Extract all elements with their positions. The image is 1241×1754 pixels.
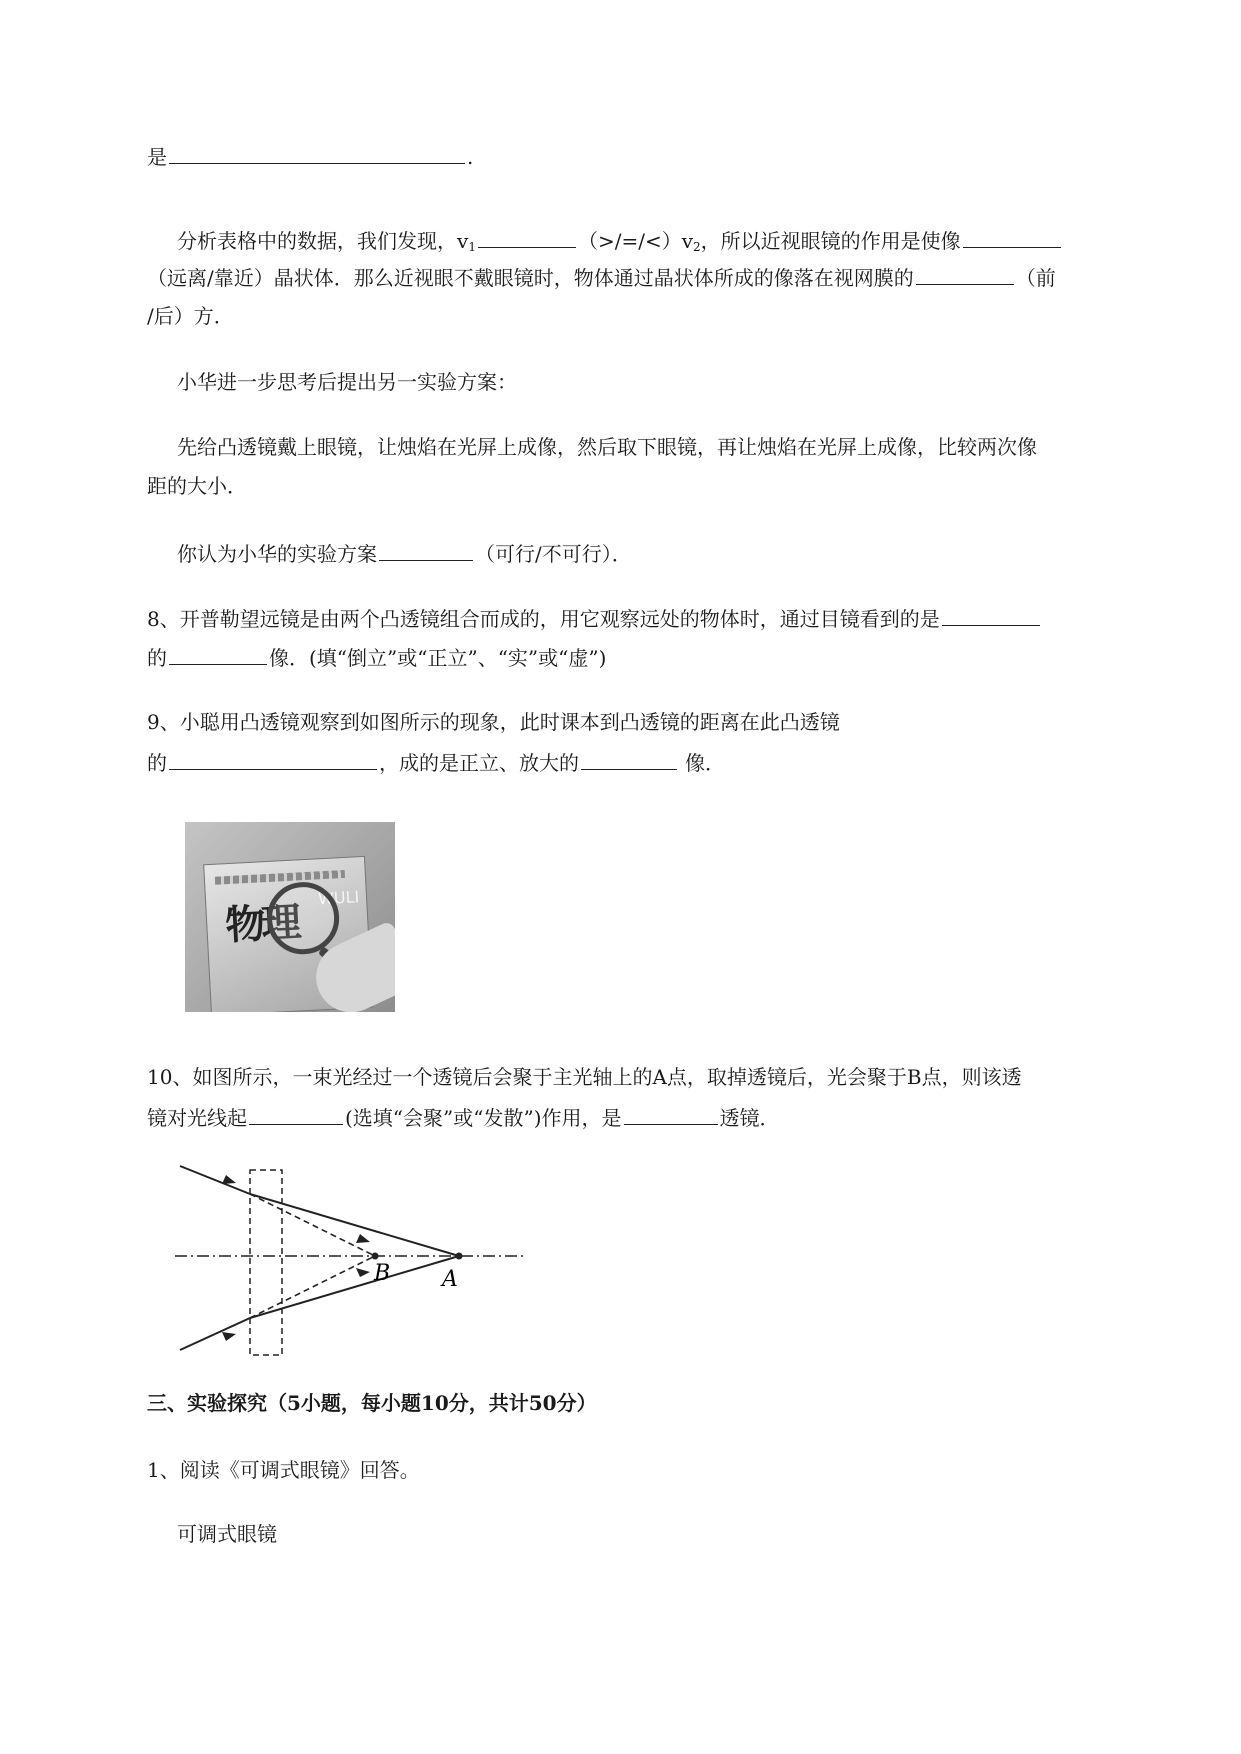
paragraph-line — [177, 368, 517, 396]
answer-blank[interactable] — [249, 1102, 343, 1125]
answer-blank[interactable] — [963, 225, 1061, 248]
text: 可调式眼镜 — [177, 1522, 277, 1546]
answer-blank[interactable] — [478, 225, 576, 248]
answer-blank[interactable] — [916, 262, 1014, 285]
text: (选填“会聚”或“发散”)作用，是 — [345, 1106, 622, 1130]
answer-blank[interactable] — [169, 141, 465, 164]
question-9-line2 — [147, 747, 725, 777]
reading-title — [177, 1520, 277, 1548]
book-subtitle: WULI — [317, 887, 360, 909]
text: 你认为小华的实验方案 — [177, 542, 377, 566]
paragraph-line — [147, 262, 1056, 292]
question-10-line2 — [147, 1102, 780, 1132]
question-9 — [147, 708, 840, 736]
question-8 — [147, 603, 1042, 633]
text: ，所以近视眼镜的作用是使像 — [700, 229, 961, 253]
answer-blank[interactable] — [624, 1102, 718, 1125]
text: 距的大小． — [147, 474, 247, 498]
text: 像． — [685, 751, 725, 775]
incident-ray-bottom — [180, 1318, 250, 1350]
text: 10、如图所示，一束光经过一个透镜后会聚于主光轴上的A点，取掉透镜后，光会聚于B点，则该透 — [147, 1065, 1022, 1089]
book-title: 物理 — [224, 899, 299, 950]
text: . — [467, 145, 474, 169]
text: ，成的是正立、放大的 — [379, 751, 579, 775]
text: 分析表格中的数据，我们发现，v — [177, 229, 469, 253]
text: 是 — [147, 145, 167, 169]
arrow-icon — [356, 1268, 370, 1277]
text: （可行/不可行）． — [475, 542, 632, 566]
refracted-ray-bottom — [250, 1256, 459, 1318]
section-title: 三、实验探究（5小题，每小题10分，共计50分） — [147, 1391, 597, 1415]
subscript: 2 — [693, 240, 701, 254]
incident-ray-top — [180, 1166, 250, 1194]
answer-blank[interactable] — [169, 747, 377, 770]
arrow-icon — [222, 1175, 236, 1184]
subscript: 1 — [468, 240, 476, 254]
answer-blank[interactable] — [169, 642, 267, 665]
experiment-question-1 — [147, 1456, 420, 1484]
text: （>/=/<）v — [577, 229, 694, 253]
answer-blank[interactable] — [379, 538, 473, 561]
text: 镜对光线起 — [147, 1106, 247, 1130]
paragraph-line — [147, 302, 234, 330]
text: 先给凸透镜戴上眼镜，让烛焰在光屏上成像，然后取下眼镜，再让烛焰在光屏上成像，比较两次像 — [177, 435, 1037, 459]
lens-ray-diagram — [170, 1160, 530, 1365]
text: 透镜． — [719, 1106, 780, 1130]
arrow-icon — [356, 1234, 370, 1243]
answer-blank[interactable] — [942, 603, 1040, 626]
text: 9、小聪用凸透镜观察到如图所示的现象，此时课本到凸透镜的距离在此凸透镜 — [147, 710, 840, 734]
text: 1、阅读《可调式眼镜》回答。 — [147, 1458, 420, 1482]
text: 像．(填“倒立”或“正立”、“实”或“虚”) — [269, 646, 607, 670]
label-b: B — [374, 1261, 391, 1286]
refracted-ray-top — [250, 1194, 459, 1256]
text: （远离/靠近）晶状体．那么近视眼不戴眼镜时，物体通过晶状体所成的像落在视网膜的 — [147, 266, 914, 290]
label-a: A — [442, 1267, 458, 1292]
paragraph-line — [177, 538, 632, 568]
point-b — [372, 1253, 379, 1260]
text: 小华进一步思考后提出另一实验方案： — [177, 370, 517, 394]
answer-blank[interactable] — [581, 747, 677, 770]
text: 的 — [147, 751, 167, 775]
text: /后）方． — [147, 304, 234, 328]
point-a — [456, 1253, 463, 1260]
magnifier-book-photo — [185, 822, 395, 1012]
text: （前 — [1015, 266, 1056, 290]
line-answer-blank — [147, 141, 473, 171]
paragraph-analysis — [177, 225, 1063, 255]
question-10 — [147, 1063, 1022, 1091]
arrow-icon — [222, 1332, 236, 1341]
text: 8、开普勒望远镜是由两个凸透镜组合而成的，用它观察远处的物体时，通过目镜看到的是 — [147, 607, 940, 631]
book-header-stripe — [215, 870, 345, 885]
text: 的 — [147, 646, 167, 670]
section-heading — [147, 1389, 597, 1417]
paragraph-line — [177, 433, 1037, 461]
question-8-line2 — [147, 642, 606, 672]
paragraph-line — [147, 472, 247, 500]
